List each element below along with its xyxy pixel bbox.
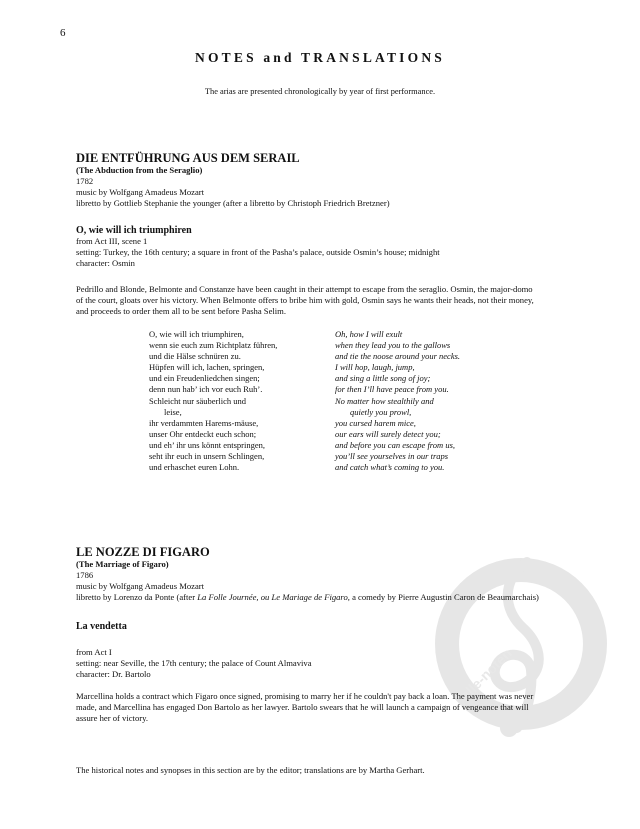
lyric-line: Schleicht nur säuberlich und xyxy=(149,395,247,406)
translation-line: and catch what’s coming to you. xyxy=(335,462,445,473)
lyric-line: und die Hälse schnüren zu. xyxy=(149,351,241,362)
synopsis-line: Pedrillo and Blonde, Belmonte and Constanze have been caught in their attempt to escape from the seraglio. Osmin, the major-domo xyxy=(76,284,533,294)
aria-title: La vendetta xyxy=(76,621,127,632)
translation-line: you cursed harem mice, xyxy=(335,417,416,428)
libretto-prefix: libretto by Lorenzo da Ponte (after xyxy=(76,592,198,602)
aria-character: character: Osmin xyxy=(76,258,135,268)
translation-line: and before you can escape from us, xyxy=(335,439,455,450)
footer-note: The historical notes and synopses in this section are by the editor; translations are by Martha Gerhart. xyxy=(76,765,425,775)
watermark-text: alle-noten xyxy=(456,645,515,704)
opera-year: 1786 xyxy=(76,570,94,580)
opera-music-credit: music by Wolfgang Amadeus Mozart xyxy=(76,187,205,197)
opera-year: 1782 xyxy=(76,176,94,186)
entry-entfuehrung xyxy=(76,151,390,209)
opera-title: LE NOZZE DI FIGARO xyxy=(76,545,210,559)
synopsis-figaro xyxy=(76,691,576,724)
aria-info-triumphiren xyxy=(76,225,440,269)
lyric-line: und eh’ ihr uns könnt entspringen, xyxy=(149,439,265,450)
aria-title-vendetta xyxy=(76,621,127,632)
opera-libretto-credit xyxy=(76,592,539,603)
lyric-line: leise, xyxy=(164,406,182,417)
aria-source: from Act I xyxy=(76,647,112,657)
translation-line: and tie the noose around your necks. xyxy=(335,351,461,362)
synopsis-line: made, and Marcellina has engaged Don Bartolo as her lawyer. Bartolo swears that he will launch a campaign of vengeance that will xyxy=(76,702,529,712)
aria-character: character: Dr. Bartolo xyxy=(76,669,151,679)
english-translation xyxy=(335,329,460,473)
synopsis-line: Marcellina holds a contract which Figaro once signed, promising to marry her if he couldn't pay back a loan. The payment was never xyxy=(76,691,534,701)
aria-info-vendetta xyxy=(76,647,312,680)
lyric-line: wenn sie euch zum Richtplatz führen, xyxy=(149,340,278,351)
translation-line: and sing a little song of joy; xyxy=(335,373,431,384)
entry-figaro xyxy=(76,545,539,603)
page-number: 6 xyxy=(60,27,66,39)
german-lyrics xyxy=(149,329,277,473)
libretto-source-work: La Folle Journée, ou Le Mariage de Figaro xyxy=(197,592,348,602)
libretto-suffix: , a comedy by Pierre Augustin Caron de Beaumarchais) xyxy=(347,592,539,602)
translation-line: you’ll see yourselves in our traps xyxy=(335,451,449,462)
aria-source: from Act III, scene 1 xyxy=(76,236,148,246)
translation-line: I will hop, laugh, jump, xyxy=(335,362,415,373)
aria-setting: setting: Turkey, the 16th century; a square in front of the Pasha’s palace, outside Osmin’s house; midnight xyxy=(76,247,440,257)
synopsis-line: and proceeds to order them all to be sent before Pasha Selim. xyxy=(76,306,287,316)
page-subtitle: The arias are presented chronologically by year of first performance. xyxy=(204,87,436,96)
lyric-line: unser Ohr entdeckt euch schon; xyxy=(149,428,257,439)
synopsis-entfuehrung xyxy=(76,284,576,317)
aria-title: O, wie will ich triumphiren xyxy=(76,225,192,236)
synopsis-line: assure her of victory. xyxy=(76,713,148,723)
translation-line: our ears will surely detect you; xyxy=(335,428,441,439)
lyric-line: Hüpfen will ich, lachen, springen, xyxy=(149,362,265,373)
opera-music-credit: music by Wolfgang Amadeus Mozart xyxy=(76,581,205,591)
translation-line: when they lead you to the gallows xyxy=(335,340,451,351)
translation-line: No matter how stealthily and xyxy=(335,395,434,406)
lyric-line: und erhaschet euren Lohn. xyxy=(149,462,240,473)
translation-line: Oh, how I will exult xyxy=(335,329,403,339)
opera-title: DIE ENTFÜHRUNG AUS DEM SERAIL xyxy=(76,151,300,165)
translation-line: quietly you prowl, xyxy=(350,406,412,417)
aria-setting: setting: near Seville, the 17th century; the palace of Count Almaviva xyxy=(76,658,312,668)
lyric-line: O, wie will ich triumphiren, xyxy=(149,329,244,339)
lyric-line: und ein Freudenliedchen singen; xyxy=(149,373,260,384)
lyric-line: seht ihr euch in unsern Schlingen, xyxy=(149,451,265,462)
opera-english-title: (The Abduction from the Seraglio) xyxy=(76,165,203,175)
opera-english-title: (The Marriage of Figaro) xyxy=(76,559,169,569)
page-title: NOTES and TRANSLATIONS xyxy=(195,50,445,65)
lyric-line: denn nun hab’ ich vor euch Ruh’. xyxy=(149,384,263,395)
opera-libretto-credit: libretto by Gottlieb Stephanie the younger (after a libretto by Christoph Friedrich Bretzner) xyxy=(76,198,390,208)
synopsis-line: of the court, gloats over his victory. When Belmonte offers to bribe him with gold, Osmin says he wants their heads, not their money, xyxy=(76,295,534,305)
translation-line: for then I’ll have peace from you. xyxy=(335,384,449,395)
lyric-line: ihr verdammten Harems-mäuse, xyxy=(149,417,259,428)
